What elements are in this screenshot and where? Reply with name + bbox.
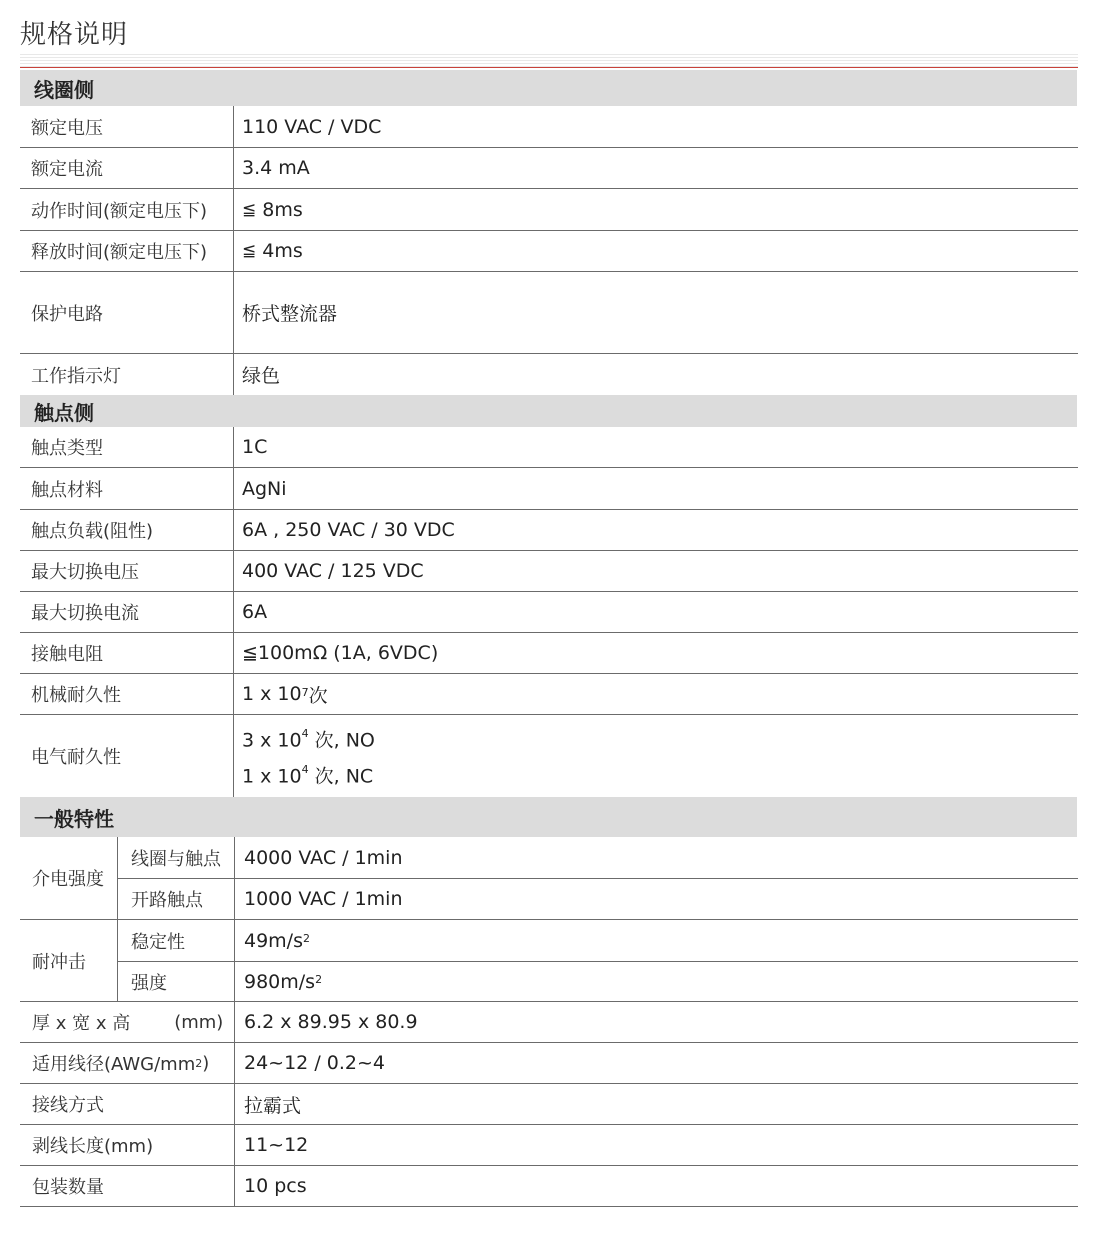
section-general-header: 一般特性	[20, 797, 1077, 837]
row-label	[32, 1043, 209, 1083]
row-label: 触点类型	[31, 438, 103, 459]
row-value: 6A	[242, 601, 268, 623]
label-exponent: 2	[195, 1056, 203, 1070]
label-unit: (mm)	[174, 1011, 224, 1033]
sub-value	[244, 920, 310, 961]
row-label: 触点材料	[31, 479, 103, 501]
value-base: 1 x 10	[242, 683, 302, 705]
row-value: 10 pcs	[244, 1175, 307, 1197]
row-label: 接触电阻	[31, 644, 103, 665]
table-row	[20, 633, 1078, 674]
column-divider	[234, 1002, 235, 1042]
column-divider	[233, 468, 234, 509]
value-base: 49m/s	[244, 929, 303, 952]
sub-value	[244, 961, 322, 1002]
table-row	[20, 1002, 1078, 1043]
page-title: 规格说明	[20, 20, 129, 50]
value-base: 980m/s	[244, 970, 316, 993]
row-value	[242, 715, 375, 797]
row-label: 保护电路	[31, 303, 103, 325]
row-label: 释放时间(额定电压下)	[31, 242, 208, 263]
column-divider	[233, 510, 234, 550]
table-row	[20, 674, 1078, 715]
row-value: 11~12	[244, 1134, 309, 1156]
row-label: 额定电压	[31, 117, 103, 139]
dielectric-strength-group	[20, 837, 1078, 920]
table-row	[20, 592, 1078, 633]
row-label: 最大切换电压	[31, 562, 139, 583]
shock-resistance-group	[20, 920, 1078, 1002]
value-line-2	[242, 756, 373, 792]
sub-row	[118, 961, 1078, 1002]
row-value: 6A , 250 VAC / 30 VDC	[242, 519, 455, 541]
column-divider	[234, 1043, 235, 1083]
column-divider	[234, 1166, 235, 1206]
table-row	[20, 1166, 1078, 1207]
table-row	[20, 272, 1078, 354]
table-row	[20, 551, 1078, 592]
sub-row	[118, 920, 1078, 962]
row-value: 3.4 mA	[242, 157, 310, 179]
table-row	[20, 1125, 1078, 1166]
table-row	[20, 148, 1078, 189]
title-divider	[20, 54, 1078, 68]
row-value	[242, 189, 303, 230]
section-coil-header: 线圈侧	[20, 70, 1077, 106]
column-divider	[234, 1125, 235, 1165]
row-label	[32, 1002, 223, 1042]
row-label: 工作指示灯	[31, 365, 121, 387]
row-value: ≦100mΩ (1A, 6VDC)	[242, 642, 439, 664]
value-base: 3 x 10	[242, 729, 302, 751]
row-value: 绿色	[242, 365, 281, 387]
sub-value: 4000 VAC / 1min	[244, 846, 403, 869]
column-divider	[233, 633, 234, 673]
column-divider	[233, 551, 234, 591]
column-divider	[233, 272, 234, 353]
sub-value: 1000 VAC / 1min	[244, 887, 403, 910]
row-label: 接线方式	[32, 1095, 104, 1116]
label-text: 适用线径(AWG/mm	[32, 1054, 196, 1075]
title-accent-line	[20, 67, 1078, 68]
row-value: 拉霸式	[244, 1094, 302, 1117]
value-exponent: 7	[301, 685, 309, 699]
row-label: 剥线长度(mm)	[32, 1136, 154, 1157]
value-text: 4ms	[262, 240, 303, 262]
row-value	[242, 231, 303, 271]
sub-label: 强度	[131, 972, 167, 994]
column-divider	[233, 427, 234, 467]
row-label: 耐冲击	[32, 951, 86, 973]
label-suffix: )	[202, 1052, 210, 1074]
row-value	[242, 674, 328, 714]
value-suffix: 次, NC	[308, 765, 374, 788]
table-row	[20, 354, 1078, 395]
value-exponent: 4	[301, 726, 309, 740]
le-symbol: ≦	[242, 199, 257, 220]
sub-label: 开路触点	[131, 889, 203, 911]
row-value: 400 VAC / 125 VDC	[242, 560, 424, 582]
column-divider	[233, 674, 234, 714]
sub-label: 线圈与触点	[131, 848, 221, 870]
row-label: 包装数量	[32, 1177, 104, 1198]
row-label: 动作时间(额定电压下)	[31, 200, 208, 222]
column-divider	[233, 231, 234, 271]
row-label: 最大切换电流	[31, 603, 139, 624]
sub-row	[118, 837, 1078, 879]
value-exponent: 2	[315, 973, 323, 986]
sub-row	[118, 878, 1078, 919]
table-row	[20, 427, 1078, 468]
value-text: 8ms	[262, 198, 303, 221]
row-label: 介电强度	[32, 869, 104, 890]
table-row	[20, 510, 1078, 551]
section-contact-header: 触点侧	[20, 395, 1077, 427]
value-base: 1 x 10	[242, 765, 302, 788]
column-divider	[233, 592, 234, 632]
table-row	[20, 1043, 1078, 1084]
row-value: 1C	[242, 436, 268, 458]
column-divider	[233, 148, 234, 188]
row-value: 桥式整流器	[242, 303, 338, 325]
value-exponent: 2	[303, 932, 310, 945]
row-value: 24~12 / 0.2~4	[244, 1052, 385, 1074]
column-divider	[233, 715, 234, 797]
value-suffix: 次	[308, 684, 328, 707]
row-label: 电气耐久性	[31, 747, 121, 768]
row-value: AgNi	[242, 477, 287, 500]
column-divider	[233, 189, 234, 230]
column-divider	[234, 1084, 235, 1124]
column-divider	[233, 354, 234, 395]
row-value: 6.2 x 89.95 x 80.9	[244, 1011, 418, 1033]
row-label: 机械耐久性	[31, 685, 121, 706]
value-line-1	[242, 720, 375, 756]
table-row	[20, 231, 1078, 272]
row-label: 触点负载(阻性)	[31, 521, 154, 542]
label-text: 厚 x 宽 x 高	[32, 1013, 131, 1034]
table-row	[20, 106, 1078, 148]
sub-label: 稳定性	[131, 931, 185, 953]
table-row	[20, 715, 1078, 797]
table-row	[20, 189, 1078, 231]
le-symbol: ≦	[242, 241, 257, 261]
table-row	[20, 1084, 1078, 1125]
row-label: 额定电流	[31, 159, 103, 180]
value-suffix: 次, NO	[308, 729, 375, 751]
table-row	[20, 468, 1078, 510]
value-exponent: 4	[301, 763, 309, 776]
column-divider	[233, 106, 234, 147]
row-value: 110 VAC / VDC	[242, 115, 382, 138]
